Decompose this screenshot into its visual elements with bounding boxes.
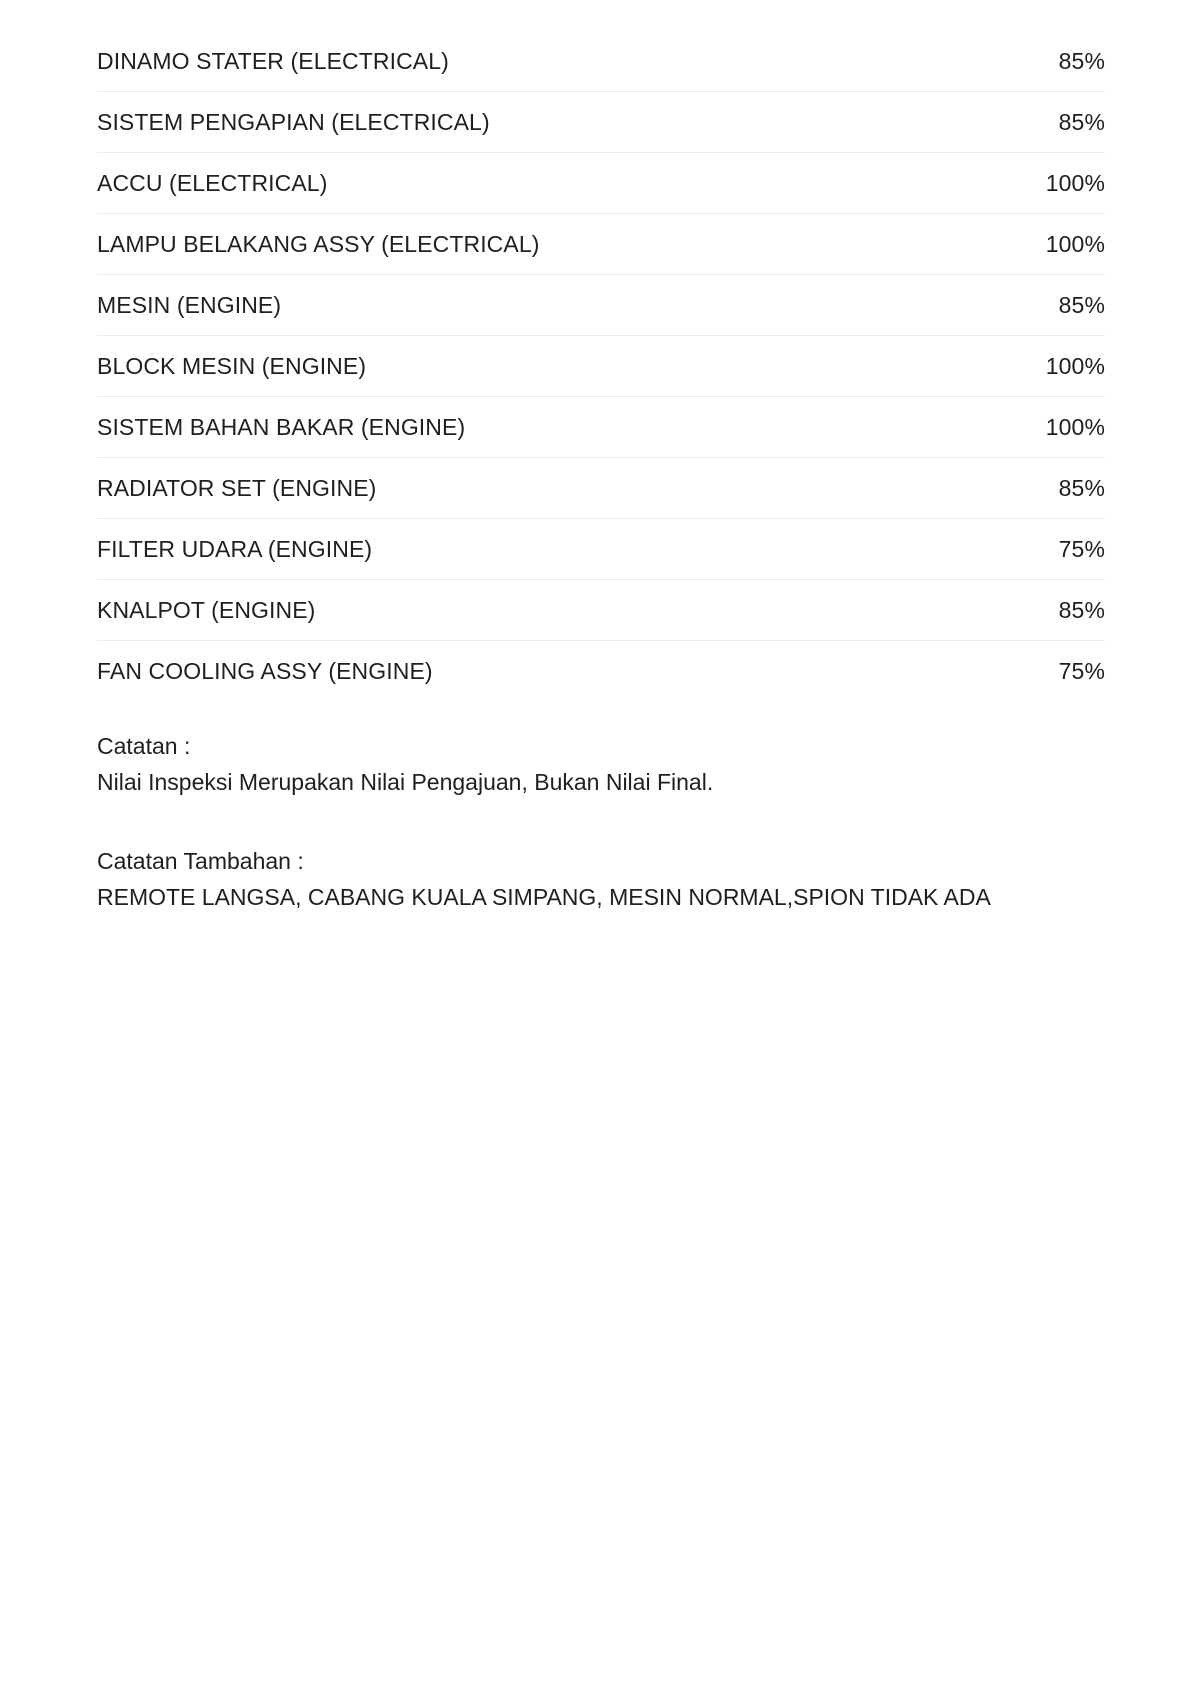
inspection-item-value: 100%	[1045, 352, 1105, 379]
inspection-row-accu	[97, 153, 1105, 214]
inspection-row-dinamo-stater	[97, 31, 1105, 92]
additional-notes-title: Catatan Tambahan :	[97, 848, 304, 874]
notes-title: Catatan :	[97, 733, 191, 759]
inspection-item-label: MESIN (ENGINE)	[97, 291, 282, 318]
inspection-item-value: 85%	[1058, 47, 1105, 74]
inspection-row-sistem-bahan-bakar	[97, 397, 1105, 458]
inspection-row-radiator-set	[97, 458, 1105, 519]
inspection-item-label: FILTER UDARA (ENGINE)	[97, 535, 373, 562]
inspection-item-label: KNALPOT (ENGINE)	[97, 596, 316, 623]
inspection-row-mesin	[97, 275, 1105, 336]
inspection-row-block-mesin	[97, 336, 1105, 397]
inspection-item-value: 100%	[1045, 230, 1105, 257]
inspection-item-label: SISTEM PENGAPIAN (ELECTRICAL)	[97, 108, 490, 135]
inspection-row-filter-udara	[97, 519, 1105, 580]
inspection-row-lampu-belakang	[97, 214, 1105, 275]
inspection-item-label: DINAMO STATER (ELECTRICAL)	[97, 47, 449, 74]
inspection-item-value: 75%	[1058, 535, 1105, 562]
additional-notes-section	[97, 843, 1105, 915]
inspection-item-label: BLOCK MESIN (ENGINE)	[97, 352, 367, 379]
inspection-item-label: SISTEM BAHAN BAKAR (ENGINE)	[97, 413, 466, 440]
inspection-item-value: 85%	[1058, 108, 1105, 135]
additional-notes-text: REMOTE LANGSA, CABANG KUALA SIMPANG, MESIN NORMAL,SPION TIDAK ADA	[97, 884, 991, 910]
inspection-item-label: ACCU (ELECTRICAL)	[97, 169, 328, 196]
inspection-row-sistem-pengapian	[97, 92, 1105, 153]
inspection-list	[97, 0, 1105, 702]
inspection-item-value: 75%	[1058, 658, 1105, 684]
inspection-item-label: RADIATOR SET (ENGINE)	[97, 474, 377, 501]
inspection-item-label: FAN COOLING ASSY (ENGINE)	[97, 658, 433, 684]
inspection-item-value: 100%	[1045, 413, 1105, 440]
inspection-item-value: 100%	[1045, 169, 1105, 196]
notes-text: Nilai Inspeksi Merupakan Nilai Pengajuan, Bukan Nilai Final.	[97, 769, 714, 795]
notes-section	[97, 728, 1105, 800]
inspection-item-value: 85%	[1058, 596, 1105, 623]
inspection-item-label: LAMPU BELAKANG ASSY (ELECTRICAL)	[97, 230, 540, 257]
inspection-item-value: 85%	[1058, 291, 1105, 318]
inspection-item-value: 85%	[1058, 474, 1105, 501]
inspection-row-knalpot	[97, 580, 1105, 641]
inspection-row-fan-cooling	[97, 641, 1105, 702]
